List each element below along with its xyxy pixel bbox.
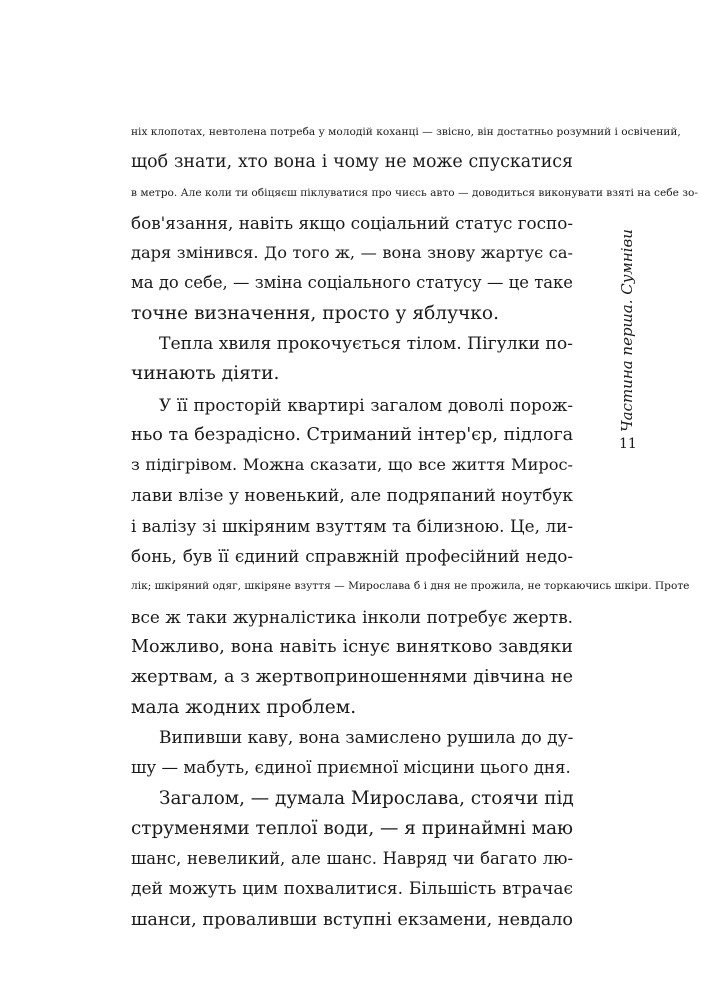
text-line: жертвам, а з жертвоприношеннями дівчина не [131,667,573,688]
text-line: шанс, невеликий, але шанс. Навряд чи багато лю- [131,849,573,869]
text-line: Тепла хвиля прокочується тілом. Пігулки по- [159,334,573,355]
text-line: все ж таки журналістика інколи потребує жертв. [131,606,573,627]
text-line: даря змінився. До того ж, — вона знову жартує са- [131,243,573,263]
text-line: мала жодних проблем. [131,696,357,718]
text-line: бов'язання, навіть якщо соціальний статус госпо- [131,212,573,233]
text-line: шу — мабуть, єдиної приємної місцини цього дня. [131,758,571,778]
text-line: щоб знати, хто вона і чому не може спускатися [131,152,573,173]
text-line: Випивши каву, вона замислено рушила до ду- [159,727,574,748]
text-line: шанси, проваливши вступні екзамени, невдало [131,909,573,930]
text-line: Загалом, — думала Мирослава, стоячи під [159,787,574,809]
text-line: і валізу зі шкіряним взуттям та білизною. Це, ли- [131,515,573,536]
text-line: дей можуть цим похвалитися. Більшість втрачає [131,879,573,900]
text-line: ніх клопотах, невтолена потреба у молодій коханці — звісно, він достатньо розумний і освічений, [131,126,681,138]
text-line: з підігрівом. Можна сказати, що все життя Мирос- [131,455,573,475]
text-line: точне визначення, просто у яблучко. [131,302,500,324]
text-line: струменями теплої води, — я принаймні маю [131,817,574,839]
text-line: У її просторій квартирі загалом доволі порож- [159,394,573,415]
text-line: Можливо, вона навіть існує винятково завдяки [131,637,573,658]
text-line: ма до себе, — зміна соціального статусу — це таке [131,273,573,293]
text-line: лави влізе у новенький, але подряпаний ноутбук [131,485,573,506]
running-head [618,222,638,432]
page-number: 11 [619,436,637,452]
text-line: чинають діяти. [131,363,280,385]
text-line: бонь, був її єдиний справжній професійний недо- [131,546,573,567]
text-line: в метро. Але коли ти обіцяєш піклуватися про чиєсь авто — доводиться виконувати взяті на себе зо- [131,186,699,199]
text-line: лік; шкіряний одяг, шкіряне взуття — Мирослава б і дня не прожила, не торкаючись шкіри. Проте [131,580,690,593]
text-line: ньо та безрадісно. Стриманий інтер'єр, підлога [131,424,574,445]
running-head-text: Частина перша. Сумніви [618,229,636,432]
